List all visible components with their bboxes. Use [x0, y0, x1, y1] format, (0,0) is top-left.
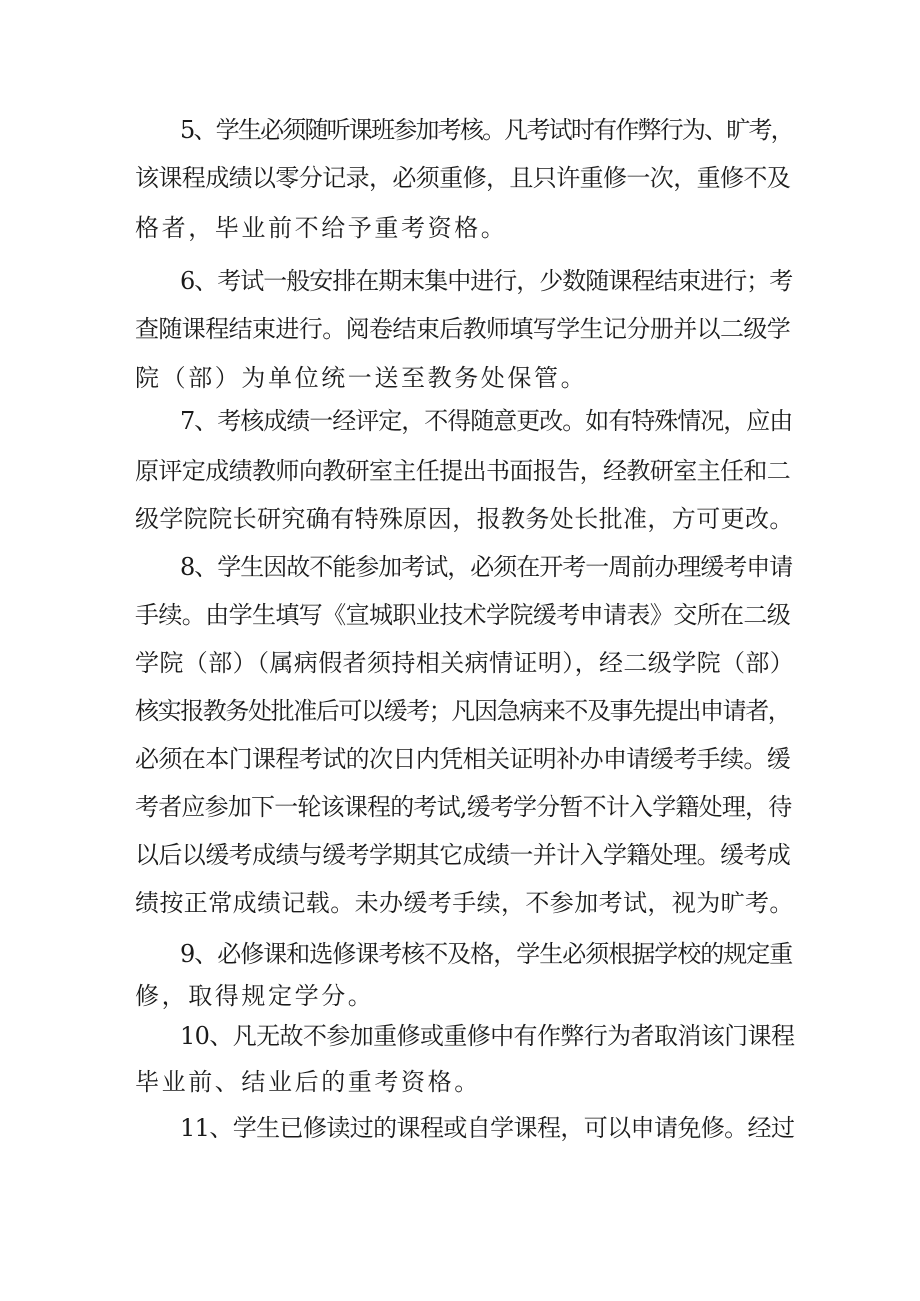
item-10-line-1: 10、凡无故不参加重修或重修中有作弊行为者取消该门课程 [180, 1022, 795, 1050]
item-9-line-1: 9、必修课和选修课考核不及格，学生必须根据学校的规定重 [180, 940, 793, 968]
item-7-line-1: 7、考核成绩一经评定，不得随意更改。如有特殊情况，应由 [180, 407, 793, 435]
item-6-line-1: 6、考试一般安排在期末集中进行，少数随课程结束进行；考 [180, 267, 793, 295]
item-8-line-1: 8、学生因故不能参加考试，必须在开考一周前办理缓考申请 [180, 553, 793, 581]
item-8-line-5: 必须在本门课程考试的次日内凭相关证明补办申请缓考手续。缓 [135, 745, 791, 773]
item-5-line-3: 格者，毕业前不给予重考资格。 [135, 214, 508, 242]
item-6-line-3: 院（部）为单位统一送至教务处保管。 [135, 364, 588, 392]
item-8-line-4: 核实报教务处批准后可以缓考；凡因急病来不及事先提出申请者， [135, 697, 791, 725]
item-9-line-2: 修，取得规定学分。 [135, 982, 375, 1010]
item-8-line-7: 以后以缓考成绩与缓考学期其它成绩一并计入学籍处理。缓考成 [135, 841, 791, 869]
item-5-line-1: 5、学生必须随听课班参加考核。凡考试时有作弊行为、旷考， [180, 116, 793, 144]
item-7-line-2: 原评定成绩教师向教研室主任提出书面报告，经教研室主任和二 [135, 457, 791, 485]
item-11-line-1: 11、学生已修读过的课程或自学课程，可以申请免修。经过 [180, 1114, 795, 1142]
item-8-line-6: 考者应参加下一轮该课程的考试,缓考学分暂不计入学籍处理，待 [135, 793, 792, 821]
item-10-line-2: 毕业前、结业后的重考资格。 [135, 1068, 481, 1096]
item-8-line-8: 绩按正常成绩记载。未办缓考手续，不参加考试，视为旷考。 [135, 889, 794, 917]
item-8-line-3: 学院（部）（属病假者须持相关病情证明），经二级学院（部） [135, 649, 795, 677]
item-8-line-2: 手续。由学生填写《宣城职业技术学院缓考申请表》交所在二级 [135, 601, 791, 629]
item-5-line-2: 该课程成绩以零分记录，必须重修，且只许重修一次，重修不及 [135, 164, 791, 192]
item-7-line-3: 级学院院长研究确有特殊原因，报教务处长批准，方可更改。 [135, 505, 794, 533]
item-6-line-2: 查随课程结束进行。阅卷结束后教师填写学生记分册并以二级学 [135, 315, 791, 343]
